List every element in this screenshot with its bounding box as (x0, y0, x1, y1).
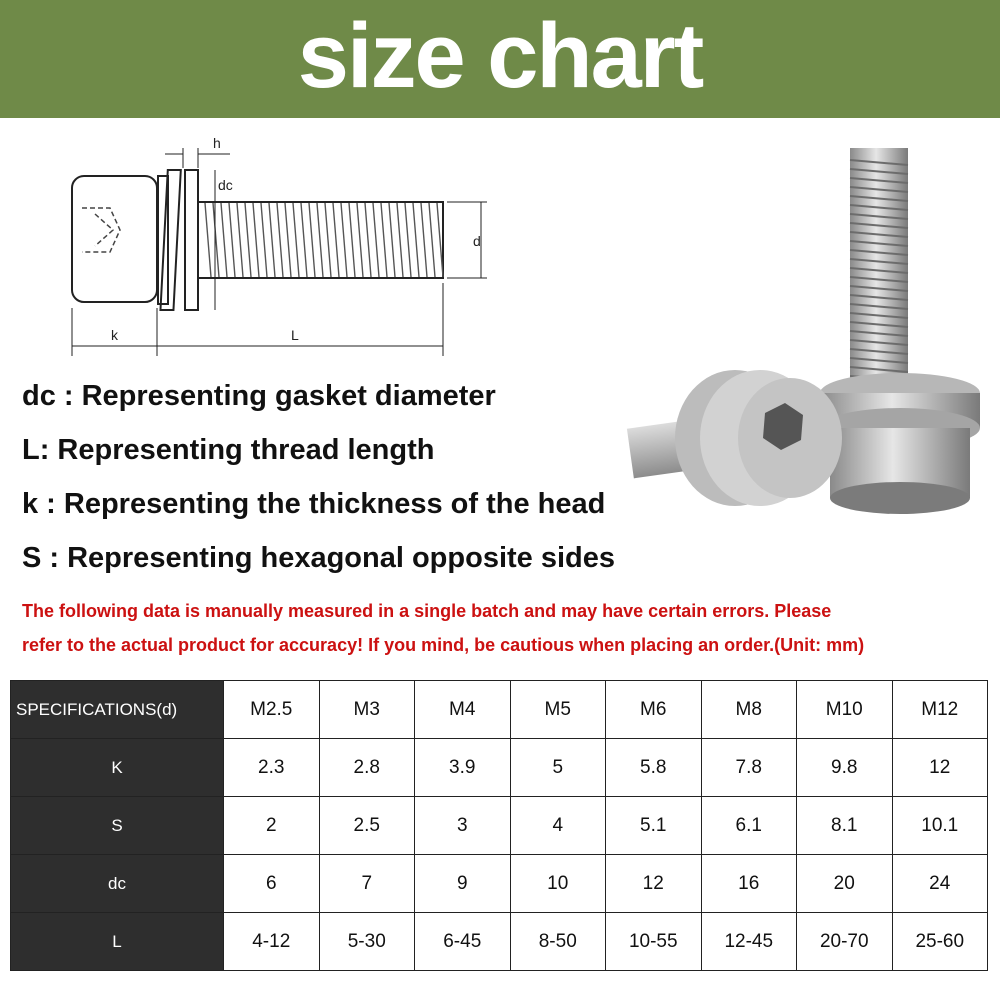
table-cell: 3.9 (415, 739, 511, 797)
table-cell: 24 (892, 855, 988, 913)
column-header: M6 (606, 681, 702, 739)
column-header: M4 (415, 681, 511, 739)
label-h: h (213, 135, 221, 151)
table-cell: 8-50 (510, 913, 606, 971)
definition-dc: dc : Representing gasket diameter (22, 380, 496, 412)
table-cell: 6.1 (701, 797, 797, 855)
label-dc: dc (218, 177, 233, 193)
table-cell: 7.8 (701, 739, 797, 797)
table-cell: 5.1 (606, 797, 702, 855)
page-title: size chart (297, 5, 703, 107)
column-header: M5 (510, 681, 606, 739)
label-k: k (111, 327, 118, 343)
table-cell: 9.8 (797, 739, 893, 797)
table-row (11, 855, 988, 913)
table-row (11, 739, 988, 797)
table-cell: 10 (510, 855, 606, 913)
table-cell: 5.8 (606, 739, 702, 797)
table-cell: 2.3 (224, 739, 320, 797)
column-header: M2.5 (224, 681, 320, 739)
table-cell: 12-45 (701, 913, 797, 971)
row-label: dc (11, 855, 224, 913)
header-label: SPECIFICATIONS(d) (11, 681, 224, 739)
table-cell: 20 (797, 855, 893, 913)
product-photo (615, 138, 995, 523)
table-cell: 6-45 (415, 913, 511, 971)
table-cell: 2 (224, 797, 320, 855)
screw-dimension-diagram (55, 128, 515, 368)
table-cell: 3 (415, 797, 511, 855)
row-label: L (11, 913, 224, 971)
table-cell: 9 (415, 855, 511, 913)
definition-S: S : Representing hexagonal opposite sides (22, 542, 616, 574)
table-cell: 8.1 (797, 797, 893, 855)
table-row (11, 913, 988, 971)
table-cell: 2.8 (319, 739, 415, 797)
label-L: L (291, 327, 299, 343)
label-d: d (473, 233, 481, 249)
table-cell: 20-70 (797, 913, 893, 971)
disclaimer-line-1: The following data is manually measured in a single batch and may have certain errors. Please (22, 601, 832, 621)
column-header: M12 (892, 681, 988, 739)
table-cell: 2.5 (319, 797, 415, 855)
table-cell: 12 (606, 855, 702, 913)
table-cell: 4 (510, 797, 606, 855)
column-header: M3 (319, 681, 415, 739)
table-cell: 7 (319, 855, 415, 913)
disclaimer-line-2: refer to the actual product for accuracy! If you mind, be cautious when placing an order.(Unit: mm) (22, 635, 865, 655)
table-row (11, 797, 988, 855)
table-cell: 5 (510, 739, 606, 797)
row-label: K (11, 739, 224, 797)
table-cell: 4-12 (224, 913, 320, 971)
table-cell: 16 (701, 855, 797, 913)
table-cell: 12 (892, 739, 988, 797)
table-header-row (11, 681, 988, 739)
definition-L: L: Representing thread length (22, 434, 435, 466)
table-cell: 10.1 (892, 797, 988, 855)
specification-table (10, 680, 988, 971)
table-cell: 25-60 (892, 913, 988, 971)
column-header: M8 (701, 681, 797, 739)
table-cell: 6 (224, 855, 320, 913)
row-label: S (11, 797, 224, 855)
definition-k: k : Representing the thickness of the head (22, 488, 606, 520)
table-cell: 10-55 (606, 913, 702, 971)
column-header: M10 (797, 681, 893, 739)
table-cell: 5-30 (319, 913, 415, 971)
